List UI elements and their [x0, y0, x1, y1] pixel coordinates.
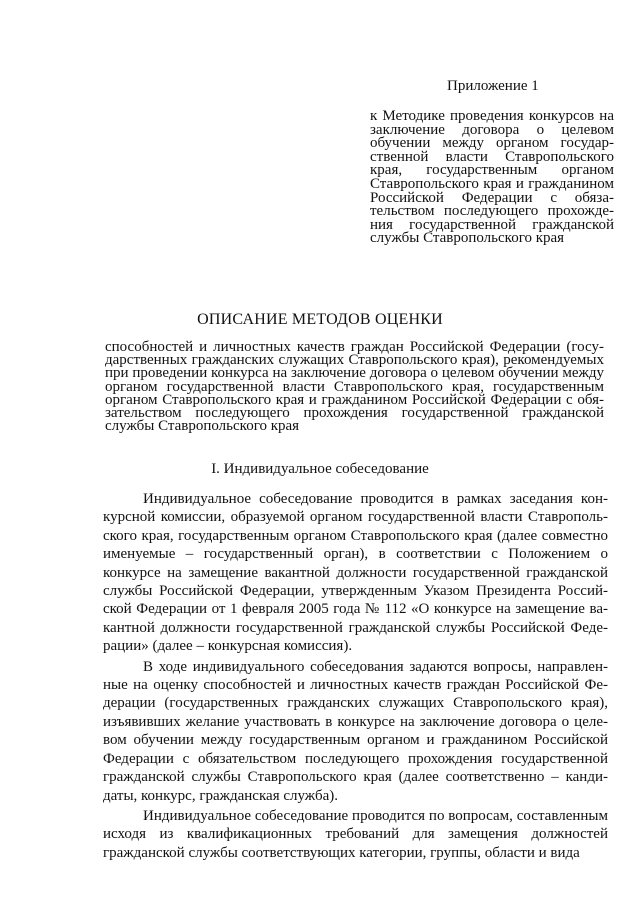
document-title: ОПИСАНИЕ МЕТОДОВ ОЦЕНКИ [197, 311, 443, 328]
paragraph-1: Индивидуальное собеседование проводится в рамках заседания конкурсной комиссии, образуемой органом государственной власти Ставропольского края, государственным органом Ставропольского края (далее совместно именуемые – государственный орган), в соответствии с Положением о конкурсе на замещение вакантной должности государственной гражданской службы Российской Федерации, утвержденным Указом Президента Российской Федерации от 1 февраля 2005 года № 112 «О конкурсе на замещение вакантной должности государственной гражданской службы Российской Федерации» (далее – конкурсная комиссия). [103, 491, 608, 655]
section-heading: I. Индивидуальное собеседование [211, 461, 429, 477]
document-subtitle: способностей и личностных качеств граждан Российской Федерации (государственных гражданских служащих Ставропольского края), рекомендуемых при проведении конкурса на заключение договора о целевом обучении между органом государственной власти Ставропольского края, государственным органом Ставропольского края и гражданином Российской Федерации с обязательством последующего прохождения государственной гражданской службы Ставропольского края [105, 339, 604, 435]
appendix-title: Приложение 1 [447, 78, 539, 94]
section-body [103, 490, 608, 862]
appendix-reference: к Методике проведения конкурсов на заключение договора о целевом обучении между органом государственной власти Ставропольского края, государственным органом Ставропольского края и гражданином Российской Федерации с обязательством последующего прохождения государственной гражданской службы Ставропольского края [370, 108, 614, 247]
paragraph-3: Индивидуальное собеседование проводится по вопросам, составленным исходя из квалификационных требований для замещения должностей гражданской службы соответствующих категории, группы, области и вида [103, 807, 608, 861]
paragraph-2: В ходе индивидуального собеседования задаются вопросы, направленные на оценку способностей и личностных качеств граждан Российской Федерации (государственных гражданских служащих Ставропольского края), изъявивших желание участвовать в конкурсе на заключение договора о целевом обучении между государственным органом и гражданином Российской Федерации с обязательством последующего прохождения государственной гражданской службы Ставропольского края (далее соответственно – кандидаты, конкурс, гражданская служба). [103, 658, 608, 804]
